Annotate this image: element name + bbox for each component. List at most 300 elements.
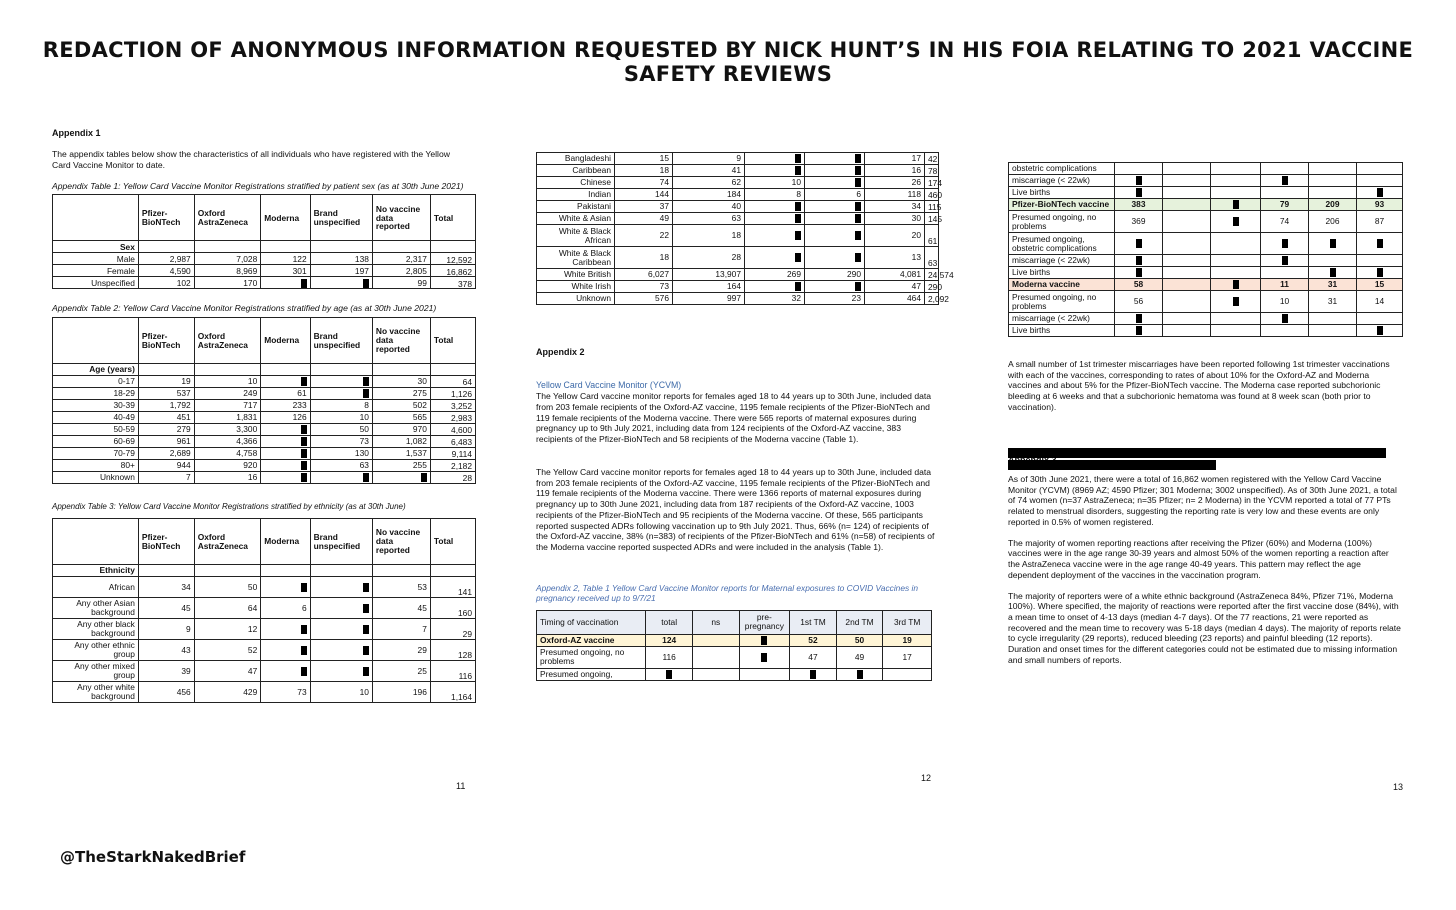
row-label: White & Black African: [537, 225, 615, 247]
data-cell: 141: [430, 577, 475, 598]
table-row: [537, 668, 932, 680]
table-header-row: [53, 195, 476, 241]
data-cell: [1309, 255, 1357, 267]
table-row: [1009, 325, 1403, 337]
row-label: 80+: [53, 460, 139, 472]
data-cell: 537: [138, 388, 194, 400]
empty-cell: [194, 241, 261, 253]
row-label: Indian: [537, 189, 615, 201]
data-cell: 40: [673, 201, 745, 213]
data-cell: 383: [1115, 199, 1163, 211]
data-cell: 26: [865, 177, 925, 189]
table-3-caption: Appendix Table 3: Yellow Card Vaccine Monitor Registrations stratified by ethnicity (as at 30th June): [52, 502, 406, 512]
empty-cell: [261, 565, 310, 577]
data-cell: 23: [805, 293, 865, 305]
page-11: [52, 128, 482, 703]
group-label-row: [53, 364, 476, 376]
redaction-block: [1136, 326, 1142, 335]
data-cell: 79: [1261, 199, 1309, 211]
data-cell: [1115, 187, 1163, 199]
data-cell: 28: [673, 247, 745, 269]
data-cell: 2,987: [138, 253, 194, 265]
column-header: Moderna: [261, 519, 310, 565]
data-cell: [692, 634, 739, 646]
data-cell: [1163, 163, 1211, 175]
page-number-11: 11: [456, 781, 466, 791]
data-cell: [646, 668, 693, 680]
redaction-block: [855, 253, 861, 262]
data-cell: [1163, 291, 1211, 313]
data-cell: 49: [836, 646, 883, 668]
data-cell: 7: [138, 472, 194, 484]
data-cell: 62: [673, 177, 745, 189]
column-header: No vaccine data reported: [372, 519, 430, 565]
maternal-exposures-table-continued: [1008, 162, 1403, 337]
data-cell: [310, 277, 372, 289]
ycvm-subheading: Yellow Card Vaccine Monitor (YCVM): [536, 380, 682, 391]
data-cell: [1357, 163, 1403, 175]
data-cell: 34: [138, 577, 194, 598]
data-cell: 19: [138, 376, 194, 388]
redaction-block: [363, 604, 369, 613]
data-cell: [1357, 187, 1403, 199]
data-cell: 160: [430, 598, 475, 619]
maternal-table-caption: Appendix 2, Table 1 Yellow Card Vaccine Monitor reports for Maternal exposures to COVID Vaccines in pregnancy received up to 9/7/21: [536, 582, 919, 604]
maternal-exposures-table: [536, 610, 932, 681]
data-cell: [1163, 233, 1211, 255]
data-cell: [745, 225, 805, 247]
appendix-3-para-1: As of 30th June 2021, there were a total of 16,862 women registered with the Yellow Card Vaccine Monitor (YCVM) (8969 AZ; 4590 Pfizer; 301 Moderna; 3002 unspecified). As of 30th June 2021, a total of 74 women (n=37 AstraZeneca; n=35 Pfizer; n= 2 Moderna) in the YCVM reported a total of 77 PTs related to menstrual disorders, suggesting the reporting rate is very low and these events are only reported in 0.5% of women registered.: [1008, 473, 1397, 527]
data-cell: 920: [194, 460, 261, 472]
row-label: Any other white background: [53, 682, 139, 703]
redaction-block: [1282, 256, 1288, 265]
data-cell: 6,483: [430, 436, 475, 448]
data-cell: 116: [430, 661, 475, 682]
table-row: [1009, 163, 1403, 175]
row-label: obstetric complications: [1009, 163, 1115, 175]
data-cell: [1309, 187, 1357, 199]
empty-cell: [310, 565, 372, 577]
redaction-block: [761, 636, 767, 645]
data-cell: [1261, 187, 1309, 199]
redaction-block: [795, 231, 801, 240]
data-cell: [883, 668, 932, 680]
data-cell: 87: [1357, 211, 1403, 233]
table-row: [53, 253, 476, 265]
table-row: [537, 293, 939, 305]
redaction-block: [1282, 176, 1288, 185]
data-cell: [310, 640, 372, 661]
row-label: Live births: [1009, 187, 1115, 199]
row-label: Any other ethnic group: [53, 640, 139, 661]
redaction-block: [1377, 188, 1383, 197]
data-cell: 174: [925, 177, 939, 189]
data-cell: 6,027: [615, 269, 673, 281]
data-cell: 464: [865, 293, 925, 305]
data-cell: [739, 646, 790, 668]
group-label-row: [53, 565, 476, 577]
redaction-block: [301, 583, 307, 592]
table-row: [537, 153, 939, 165]
redaction-block: [301, 437, 307, 446]
data-cell: [745, 201, 805, 213]
table-3: [52, 518, 476, 703]
data-cell: 63: [925, 247, 939, 269]
row-label: Pakistani: [537, 201, 615, 213]
data-cell: [1309, 313, 1357, 325]
appendix-2-para-1: The Yellow Card vaccine monitor reports for females aged 18 to 44 years up to 30th June, included data from 203 female recipients of the Oxford-AZ vaccine, 1195 female recipients of the Pfizer-BioNTech and 119 female recipients of the Moderna vaccine. There were 565 reports of maternal exposures during pregnancy up to 9th July 2021, including data from 124 recipients of the Oxford-AZ vaccine, 383 recipients of the Pfizer-BioNTech and 58 recipients of the Moderna vaccine (Table 1).: [536, 391, 932, 445]
data-cell: 7,028: [194, 253, 261, 265]
data-cell: 122: [261, 253, 310, 265]
redaction-block: [1136, 188, 1142, 197]
table-row: [53, 472, 476, 484]
group-label: Age (years): [53, 364, 139, 376]
group-label: Sex: [53, 241, 139, 253]
data-cell: 233: [261, 400, 310, 412]
row-label: miscarriage (< 22wk): [1009, 175, 1115, 187]
row-label: Any other mixed group: [53, 661, 139, 682]
data-cell: [1115, 313, 1163, 325]
data-cell: [1261, 163, 1309, 175]
row-label: Pfizer-BioNTech vaccine: [1009, 199, 1115, 211]
data-cell: [1163, 199, 1211, 211]
data-cell: 45: [138, 598, 194, 619]
data-cell: [1115, 163, 1163, 175]
table-row: [537, 189, 939, 201]
data-cell: 99: [372, 277, 430, 289]
data-cell: 6: [261, 598, 310, 619]
empty-cell: [261, 364, 310, 376]
data-cell: 2,182: [430, 460, 475, 472]
table-row: [1009, 199, 1403, 211]
data-cell: [805, 165, 865, 177]
data-cell: 717: [194, 400, 261, 412]
data-cell: [805, 213, 865, 225]
table-row: [537, 269, 939, 281]
data-cell: [1261, 267, 1309, 279]
redaction-block: [301, 625, 307, 634]
data-cell: [261, 640, 310, 661]
data-cell: [745, 213, 805, 225]
redaction-bar-2: [1008, 460, 1216, 470]
table-row: [537, 247, 939, 269]
row-label: 0-17: [53, 376, 139, 388]
data-cell: [261, 436, 310, 448]
data-cell: 249: [194, 388, 261, 400]
data-cell: 20: [865, 225, 925, 247]
data-cell: 42: [925, 153, 939, 165]
column-header: 2nd TM: [836, 610, 883, 634]
data-cell: [805, 153, 865, 165]
data-cell: 41: [673, 165, 745, 177]
data-cell: [1211, 267, 1261, 279]
data-cell: 25: [372, 661, 430, 682]
data-cell: [836, 668, 883, 680]
data-cell: 47: [865, 281, 925, 293]
table-row: [537, 646, 932, 668]
data-cell: [1163, 267, 1211, 279]
redaction-block: [301, 667, 307, 676]
table-row: [1009, 187, 1403, 199]
data-cell: 10: [194, 376, 261, 388]
data-cell: 290: [805, 269, 865, 281]
empty-cell: [372, 565, 430, 577]
table-row: [537, 225, 939, 247]
data-cell: [1163, 325, 1211, 337]
redaction-block: [363, 667, 369, 676]
redaction-block: [795, 214, 801, 223]
data-cell: 378: [430, 277, 475, 289]
redaction-block: [810, 670, 816, 679]
row-label: 60-69: [53, 436, 139, 448]
row-label: Unknown: [537, 293, 615, 305]
redaction-block: [1136, 176, 1142, 185]
data-cell: [1163, 211, 1211, 233]
data-cell: [310, 661, 372, 682]
data-cell: 50: [194, 577, 261, 598]
data-cell: 116: [646, 646, 693, 668]
data-cell: [1309, 267, 1357, 279]
data-cell: [310, 577, 372, 598]
data-cell: [692, 668, 739, 680]
data-cell: 24,574: [925, 269, 939, 281]
table-row: [1009, 291, 1403, 313]
data-cell: 61: [261, 388, 310, 400]
data-cell: 56: [1115, 291, 1163, 313]
data-cell: 164: [673, 281, 745, 293]
data-cell: 4,600: [430, 424, 475, 436]
data-cell: 12,592: [430, 253, 475, 265]
data-cell: 4,590: [138, 265, 194, 277]
data-cell: [261, 619, 310, 640]
row-label: Any other Asian background: [53, 598, 139, 619]
data-cell: 456: [138, 682, 194, 703]
data-cell: 12: [194, 619, 261, 640]
data-cell: 269: [745, 269, 805, 281]
table-row: [537, 165, 939, 177]
appendix-3-para-2: The majority of women reporting reactions after receiving the Pfizer (60%) and Moderna (100%) vaccines were in the age range 30-39 years and almost 50% of the women reporting a reaction after the AstraZeneca vaccine were in the age range 40-49 years. This pattern may reflect the age dependent deployment of the vaccines in the vaccination program.: [1008, 537, 1389, 580]
data-cell: 52: [790, 634, 837, 646]
appendix-2-para-3: A small number of 1st trimester miscarriages have been reported following 1st trimester vaccinations with each of the vaccines, corresponding to rates of about 10% for the Oxford-AZ and Moderna vaccines and about 5% for the Pfizer-BioNTech vaccine. The Moderna case reported subchorionic bleeding at 6 weeks and that a subchorionic hematoma was found at 8 week scan (both prior to vaccination).: [1008, 359, 1390, 412]
data-cell: 50: [836, 634, 883, 646]
column-header: 3rd TM: [883, 610, 932, 634]
redaction-block: [363, 473, 369, 482]
data-cell: 145: [925, 213, 939, 225]
data-cell: 1,126: [430, 388, 475, 400]
data-cell: 502: [372, 400, 430, 412]
data-cell: [1211, 211, 1261, 233]
data-cell: [1163, 313, 1211, 325]
row-label: 40-49: [53, 412, 139, 424]
appendix-1-intro: The appendix tables below show the characteristics of all individuals who have registered with the Yellow Card Vaccine Monitor to date.: [52, 149, 450, 170]
row-label: Unknown: [53, 472, 139, 484]
row-label: Male: [53, 253, 139, 265]
row-label: Chinese: [537, 177, 615, 189]
table-1: [52, 194, 476, 289]
data-cell: [745, 153, 805, 165]
data-cell: 460: [925, 189, 939, 201]
data-cell: 32: [745, 293, 805, 305]
redaction-block: [855, 282, 861, 291]
data-cell: 184: [673, 189, 745, 201]
table-1-caption: Appendix Table 1: Yellow Card Vaccine Monitor Registrations stratified by patient sex (as at 30th June 2021): [52, 180, 464, 191]
column-header: Brand unspecified: [310, 318, 372, 364]
table-row: [1009, 313, 1403, 325]
data-cell: 8: [310, 400, 372, 412]
row-label: African: [53, 577, 139, 598]
data-cell: 11: [1261, 279, 1309, 291]
column-header: Oxford AstraZeneca: [194, 318, 261, 364]
redaction-block: [857, 670, 863, 679]
data-cell: [1115, 255, 1163, 267]
empty-cell: [261, 241, 310, 253]
data-cell: 1,164: [430, 682, 475, 703]
table-row: [537, 177, 939, 189]
redaction-block: [363, 279, 369, 288]
redaction-block: [301, 279, 307, 288]
data-cell: 52: [194, 640, 261, 661]
data-cell: 2,805: [372, 265, 430, 277]
data-cell: 206: [1309, 211, 1357, 233]
empty-cell: [138, 364, 194, 376]
data-cell: [1211, 255, 1261, 267]
data-cell: [261, 661, 310, 682]
header-empty: [53, 195, 139, 241]
data-cell: [745, 247, 805, 269]
data-cell: 9: [138, 619, 194, 640]
row-label: Unspecified: [53, 277, 139, 289]
row-label: 70-79: [53, 448, 139, 460]
data-cell: [1309, 325, 1357, 337]
banner-title: REDACTION OF ANONYMOUS INFORMATION REQUESTED BY NICK HUNT’S IN HIS FOIA RELATING TO 2021 VACCINE SAFETY REVIEWS: [42, 38, 1414, 86]
data-cell: 39: [138, 661, 194, 682]
data-cell: 13,907: [673, 269, 745, 281]
redaction-block: [363, 389, 369, 398]
column-header: pre-pregnancy: [739, 610, 790, 634]
data-cell: 970: [372, 424, 430, 436]
redaction-block: [855, 214, 861, 223]
data-cell: [261, 448, 310, 460]
data-cell: [1163, 255, 1211, 267]
redaction-block: [1330, 239, 1336, 248]
data-cell: [1357, 325, 1403, 337]
column-header: Timing of vaccination: [537, 610, 646, 634]
data-cell: [805, 177, 865, 189]
data-cell: 130: [310, 448, 372, 460]
redaction-block: [795, 282, 801, 291]
appendix-1-heading: Appendix 1: [52, 128, 101, 138]
data-cell: [1357, 313, 1403, 325]
redaction-block: [363, 625, 369, 634]
column-header: ns: [692, 610, 739, 634]
redaction-block: [301, 646, 307, 655]
table-row: [53, 412, 476, 424]
redaction-bar-1: [1008, 448, 1386, 458]
row-label: 50-59: [53, 424, 139, 436]
data-cell: 118: [865, 189, 925, 201]
data-cell: 64: [430, 376, 475, 388]
redaction-block: [1233, 297, 1239, 306]
redaction-block: [1233, 200, 1239, 209]
data-cell: 53: [372, 577, 430, 598]
redaction-block: [761, 653, 767, 662]
column-header: total: [646, 610, 693, 634]
data-cell: [1163, 175, 1211, 187]
table-header-row: [53, 318, 476, 364]
table-row: [1009, 255, 1403, 267]
empty-cell: [138, 565, 194, 577]
data-cell: [1211, 199, 1261, 211]
redaction-block: [795, 154, 801, 163]
data-cell: 31: [1309, 279, 1357, 291]
column-header: 1st TM: [790, 610, 837, 634]
data-cell: 64: [194, 598, 261, 619]
data-cell: [805, 225, 865, 247]
empty-cell: [372, 364, 430, 376]
data-cell: 63: [673, 213, 745, 225]
data-cell: [1211, 163, 1261, 175]
data-cell: 1,537: [372, 448, 430, 460]
empty-cell: [310, 241, 372, 253]
data-cell: 29: [372, 640, 430, 661]
row-label: Presumed ongoing, no problems: [1009, 291, 1115, 313]
data-cell: 944: [138, 460, 194, 472]
redaction-block: [1136, 268, 1142, 277]
row-label: miscarriage (< 22wk): [1009, 255, 1115, 267]
data-cell: [739, 634, 790, 646]
data-cell: 47: [194, 661, 261, 682]
data-cell: 78: [925, 165, 939, 177]
data-cell: [805, 201, 865, 213]
column-header: Oxford AstraZeneca: [194, 519, 261, 565]
data-cell: [1211, 313, 1261, 325]
data-cell: [1261, 325, 1309, 337]
data-cell: 16: [865, 165, 925, 177]
table-row: [1009, 175, 1403, 187]
table-row: [53, 619, 476, 640]
data-cell: 301: [261, 265, 310, 277]
data-cell: 170: [194, 277, 261, 289]
table-row: [537, 634, 932, 646]
data-cell: 128: [430, 640, 475, 661]
data-cell: [310, 388, 372, 400]
data-cell: 4,758: [194, 448, 261, 460]
data-cell: [1115, 233, 1163, 255]
redaction-block: [301, 461, 307, 470]
row-label: White & Asian: [537, 213, 615, 225]
data-cell: [261, 460, 310, 472]
data-cell: 15: [615, 153, 673, 165]
row-label: Female: [53, 265, 139, 277]
data-cell: [805, 247, 865, 269]
column-header: Pfizer-BioNTech: [138, 195, 194, 241]
data-cell: [1211, 233, 1261, 255]
data-cell: 196: [372, 682, 430, 703]
table-row: [537, 281, 939, 293]
data-cell: 14: [1357, 291, 1403, 313]
column-header: Moderna: [261, 318, 310, 364]
page-number-13: 13: [1393, 782, 1404, 792]
data-cell: 93: [1357, 199, 1403, 211]
data-cell: [745, 165, 805, 177]
column-header: Pfizer-BioNTech: [138, 519, 194, 565]
redaction-block: [301, 377, 307, 386]
redaction-block: [855, 202, 861, 211]
column-header: No vaccine data reported: [372, 195, 430, 241]
group-label: Ethnicity: [53, 565, 139, 577]
row-label: Live births: [1009, 325, 1115, 337]
data-cell: 15: [1357, 279, 1403, 291]
